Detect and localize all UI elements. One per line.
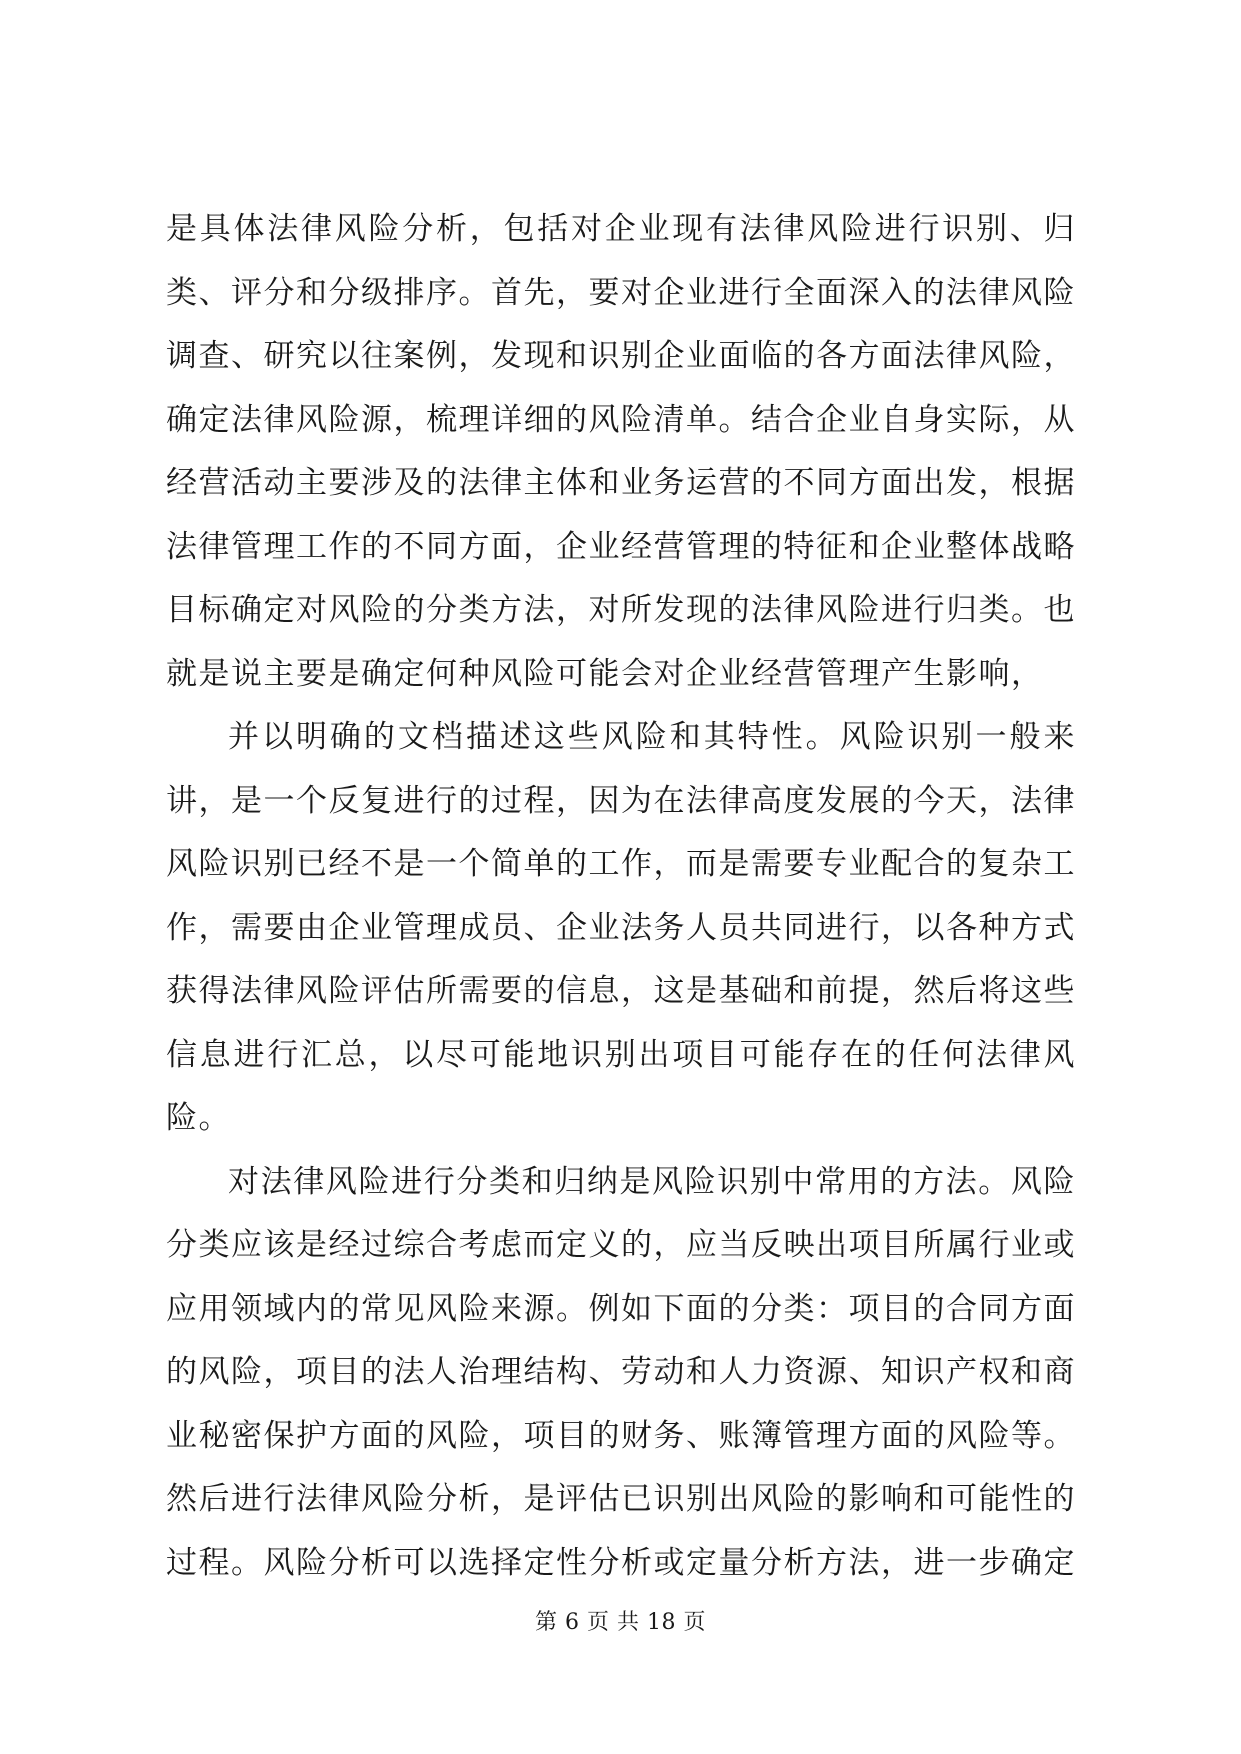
page-footer: 第 6 页 共 18 页 xyxy=(535,1610,706,1635)
paragraph-1: 是具体法律风险分析，包括对企业现有法律风险进行识别、归类、评分和分级排序。首先，要对企业进行全面深入的法律风险调查、研究以往案例，发现和识别企业面临的各方面法律风险，确定法律风险源，梳理详细的风险清单。结合企业自身实际，从经营活动主要涉及的法律主体和业务运营的不同方面出发，根据法律管理工作的不同方面，企业经营管理的特征和企业整体战略目标确定对风险的分类方法，对所发现的法律风险进行归类。也就是说主要是确定何种风险可能会对企业经营管理产生影响， xyxy=(166,211,1076,692)
body-text xyxy=(166,198,1076,1595)
paragraph-2: 并以明确的文档描述这些风险和其特性。风险识别一般来讲，是一个反复进行的过程，因为在法律高度发展的今天，法律风险识别已经不是一个简单的工作，而是需要专业配合的复杂工作，需要由企业管理成员、企业法务人员共同进行，以各种方式获得法律风险评估所需要的信息，这是基础和前提，然后将这些信息进行汇总，以尽可能地识别出项目可能存在的任何法律风险。 xyxy=(166,719,1076,1136)
paragraph-3: 对法律风险进行分类和归纳是风险识别中常用的方法。风险分类应该是经过综合考虑而定义的，应当反映出项目所属行业或应用领域内的常见风险来源。例如下面的分类：项目的合同方面的风险，项目的法人治理结构、劳动和人力资源、知识产权和商业秘密保护方面的风险，项目的财务、账簿管理方面的风险等。然后进行法律风险分析，是评估已识别出风险的影响和可能性的过程。风险分析可以选择定性分析或定量分析方法，进一步确定 xyxy=(166,1163,1076,1581)
